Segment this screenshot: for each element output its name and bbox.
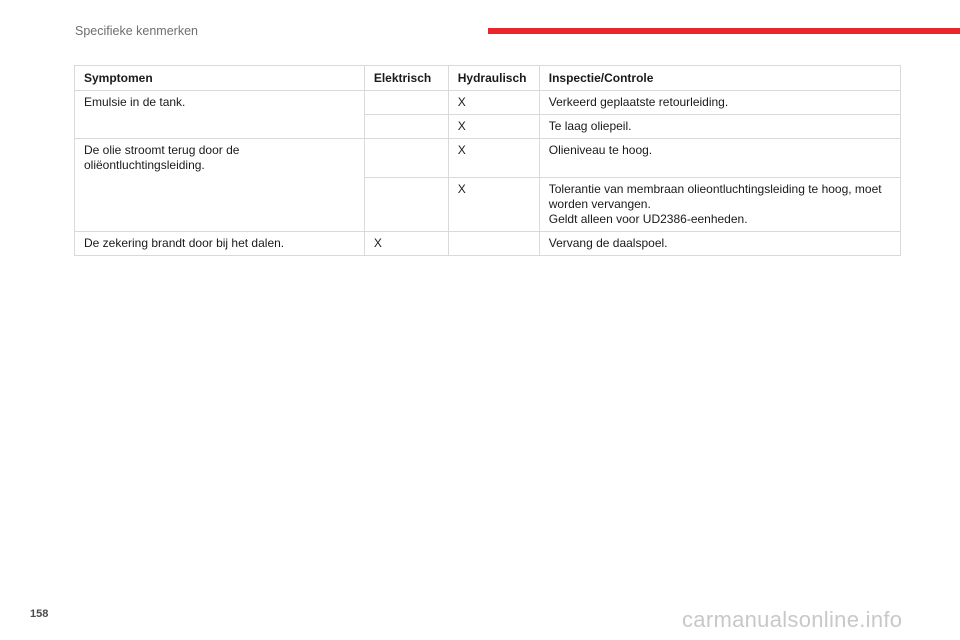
inspectie-cell: Olieniveau te hoog. xyxy=(539,139,900,178)
troubleshooting-table xyxy=(74,65,901,256)
hydraulisch-cell: X xyxy=(448,139,539,178)
column-header: Elektrisch xyxy=(364,66,448,91)
inspectie-line: Tolerantie van membraan olieontluchtingsleiding te hoog, moet worden vervangen. xyxy=(548,181,882,211)
elektrisch-cell xyxy=(364,139,448,178)
inspectie-cell: Verkeerd geplaatste retourleiding. xyxy=(539,91,900,115)
hydraulisch-cell: X xyxy=(448,177,539,231)
table-row xyxy=(75,231,901,255)
column-header: Symptomen xyxy=(75,66,365,91)
hydraulisch-cell xyxy=(448,231,539,255)
symptom-cell xyxy=(75,177,365,231)
elektrisch-cell: X xyxy=(364,231,448,255)
elektrisch-cell xyxy=(364,91,448,115)
header-accent-bar xyxy=(488,28,960,34)
inspectie-cell: Vervang de daalspoel. xyxy=(539,231,900,255)
hydraulisch-cell: X xyxy=(448,115,539,139)
column-header: Hydraulisch xyxy=(448,66,539,91)
inspectie-cell: Te laag oliepeil. xyxy=(539,115,900,139)
table-row xyxy=(75,177,901,231)
table-header-row xyxy=(75,66,901,91)
page-number: 158 xyxy=(30,608,49,620)
table-row xyxy=(75,139,901,178)
inspectie-cell xyxy=(539,177,900,231)
table-row xyxy=(75,91,901,115)
hydraulisch-cell: X xyxy=(448,91,539,115)
section-title: Specifieke kenmerken xyxy=(75,24,198,38)
elektrisch-cell xyxy=(364,177,448,231)
elektrisch-cell xyxy=(364,115,448,139)
watermark: carmanualsonline.info xyxy=(682,607,903,632)
symptom-cell: Emulsie in de tank. xyxy=(75,91,365,115)
table-row xyxy=(75,115,901,139)
symptom-cell: De zekering brandt door bij het dalen. xyxy=(75,231,365,255)
symptom-cell xyxy=(75,115,365,139)
symptom-cell: De olie stroomt terug door de oliëontluchtingsleiding. xyxy=(75,139,365,178)
column-header: Inspectie/Controle xyxy=(539,66,900,91)
inspectie-line: Geldt alleen voor UD2386-eenheden. xyxy=(548,211,748,226)
